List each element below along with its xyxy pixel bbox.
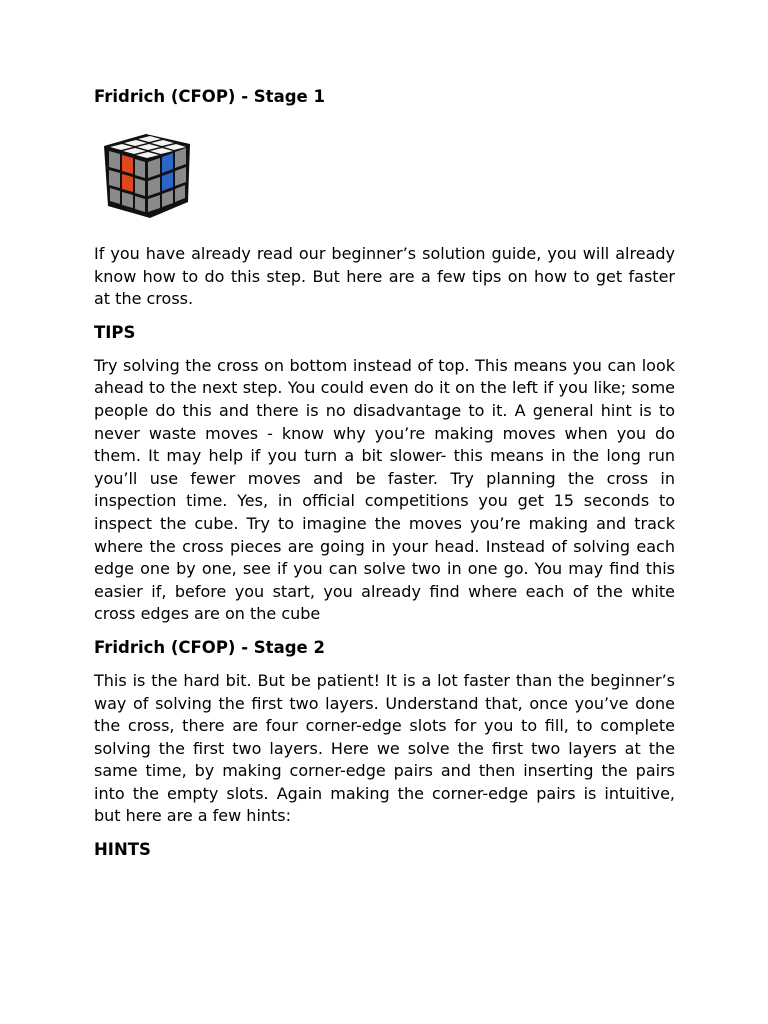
tips-heading: TIPS bbox=[94, 322, 136, 342]
hints-heading: HINTS bbox=[94, 840, 151, 860]
rubiks-cube-image bbox=[100, 128, 194, 222]
stage1-heading: Fridrich (CFOP) - Stage 1 bbox=[94, 87, 325, 106]
document-page bbox=[94, 86, 675, 861]
stage1-intro-paragraph: If you have already read our beginner’s solution guide, you will already know how to do this step. But here are a few tips on how to get faster at the cross. bbox=[94, 244, 675, 309]
tips-paragraph: Try solving the cross on bottom instead of top. This means you can look ahead to the next step. You could even do it on the left if you like; some people do this and there is no disadvantage to it. A general hint is to never waste moves - know why you’re making moves when you do them. It may help if you turn a bit slower- this means in the long run you’ll use fewer moves and be faster. Try planning the cross in inspection time. Yes, in official competitions you get 15 seconds to inspect the cube. Try to imagine the moves you’re making and track where the cross pieces are going in your head. Instead of solving each edge one by one, see if you can solve two in one go. You may find this easier if, before you start, you already find where each of the white cross edges are on the cube bbox=[94, 355, 675, 624]
stage2-heading: Fridrich (CFOP) - Stage 2 bbox=[94, 637, 325, 657]
stage2-paragraph: This is the hard bit. But be patient! It is a lot faster than the beginner’s way of solving the first two layers. Understand that, once you’ve done the cross, there are four corner-edge slots for you to fill, to complete solving the first two layers. Here we solve the first two layers at the same time, by making corner-edge pairs and then inserting the pairs into the empty slots. Again making the corner-edge pairs is intuitive, but here are a few hints: bbox=[94, 670, 675, 826]
